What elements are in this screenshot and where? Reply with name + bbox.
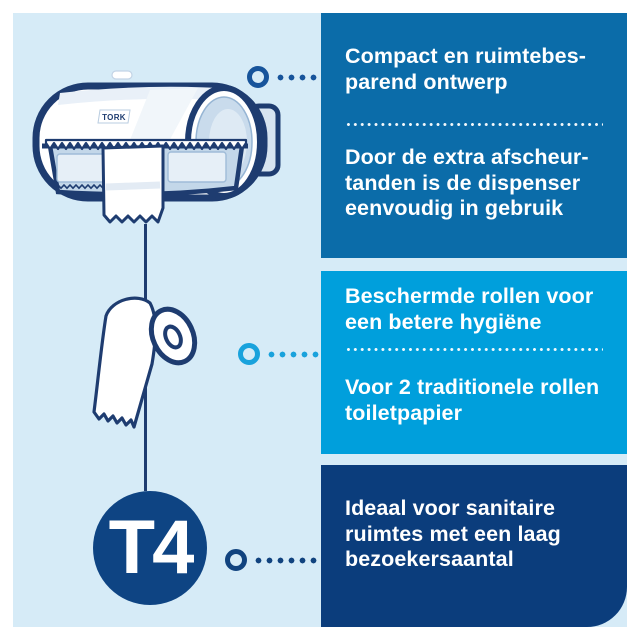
benefit-line: eenvoudig in gebruik xyxy=(345,196,564,220)
tork-logo-text: TORK xyxy=(102,113,126,122)
benefit-line: Voor 2 traditionele rollen xyxy=(345,375,600,399)
benefit-panel-bottom xyxy=(321,465,627,627)
t4-system-badge: T4 xyxy=(93,491,207,605)
benefit-panel-top xyxy=(321,13,627,258)
leader-ring-top-icon xyxy=(247,66,269,88)
dispenser-graphic xyxy=(36,71,278,222)
leader-ring-bottom-icon xyxy=(225,549,247,571)
dotted-separator xyxy=(345,348,603,351)
leader-bottom xyxy=(225,549,321,571)
benefit-line: ruimtes met een laag xyxy=(345,521,561,546)
paper-fold-line xyxy=(106,185,160,187)
dispenser-top-emboss xyxy=(112,71,132,79)
leader-top xyxy=(247,66,321,88)
toilet-roll-graphic xyxy=(94,298,203,427)
leader-middle xyxy=(238,343,321,365)
benefit-line: parend ontwerp xyxy=(345,69,508,94)
leader-dots-bottom xyxy=(253,557,321,564)
benefit-line: Beschermde rollen voor xyxy=(345,284,594,308)
benefit-line: toiletpapier xyxy=(345,400,463,425)
dotted-separator xyxy=(345,123,603,126)
opening-window-right xyxy=(168,152,226,182)
leader-dots-top xyxy=(275,74,321,81)
benefit-line: Compact en ruimtebes- xyxy=(345,44,587,68)
benefit-panel-middle xyxy=(321,271,627,454)
opening-window-left xyxy=(57,154,107,182)
benefit-line: Ideaal voor sanitaire xyxy=(345,496,556,520)
benefit-line: tanden is de dispenser xyxy=(345,170,581,195)
benefit-line: een betere hygiëne xyxy=(345,309,542,334)
leader-dots-middle xyxy=(266,351,321,358)
benefit-line: bezoekersaantal xyxy=(345,547,514,571)
tork-logo xyxy=(98,110,130,123)
benefit-line: Door de extra afscheur- xyxy=(345,145,589,169)
leader-ring-middle-icon xyxy=(238,343,260,365)
